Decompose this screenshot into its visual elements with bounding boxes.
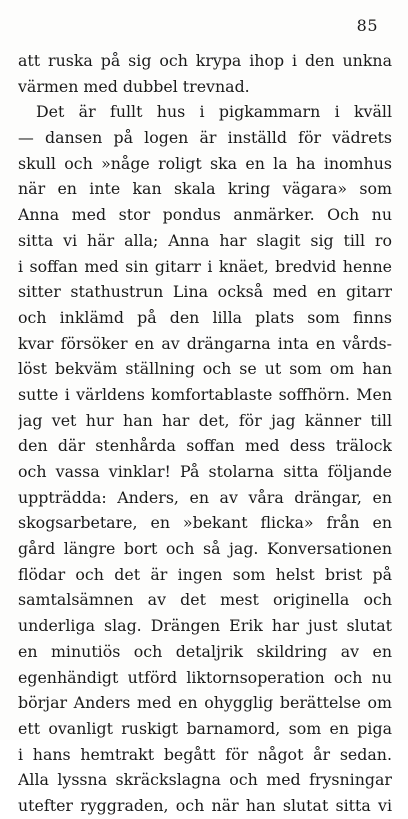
text-line: när en inte kan skala kring vägara» som	[18, 179, 392, 199]
text-line: en minutiös och detaljrik skildring av en	[18, 641, 392, 661]
text-line: ett ovanligt ruskigt barnamord, som en piga	[18, 718, 392, 738]
text-line: värmen med dubbel trevnad.	[18, 76, 250, 96]
text-line: sitter stathustrun Lina också med en gitarr	[18, 282, 392, 302]
text-line: — dansen på logen är inställd för vädrets	[18, 128, 392, 148]
text-line: den där stenhårda soffan med dess trälock	[18, 436, 392, 456]
text-line: Det är fullt hus i pigkammarn i kväll	[36, 102, 392, 122]
text-line: i hans hemtrakt begått för något år sedan.	[18, 744, 392, 764]
text-line: utefter ryggraden, och när han slutat sitta vi	[18, 795, 392, 815]
text-line: gård längre bort och så jag. Konversationen	[18, 539, 392, 559]
text-line: skull och »någe roligt ska en la ha inomhus	[18, 153, 392, 173]
text-line: och inklämd på den lilla plats som finns	[18, 307, 392, 327]
text-line: egenhändigt utförd liktornsoperation och nu	[18, 667, 392, 687]
text-line: samtalsämnen av det mest originella och	[18, 590, 392, 610]
text-line: Anna med stor pondus anmärker. Och nu	[18, 205, 392, 225]
text-line: börjar Anders med en ohygglig berättelse om	[18, 693, 392, 713]
text-line: kvar försöker en av drängarna inta en vårds-	[18, 333, 392, 353]
text-line: Alla lyssna skräckslagna och med frysningar	[18, 770, 392, 790]
text-line: att ruska på sig och krypa ihop i den unkna	[18, 51, 392, 70]
text-line: sitta vi här alla; Anna har slagit sig till ro	[18, 230, 392, 250]
body-text	[18, 48, 392, 819]
text-line: underliga slag. Drängen Erik har just slutat	[18, 616, 392, 636]
text-line: sutte i världens komfortablaste soffhörn. Men	[18, 384, 392, 404]
page-number: 85	[356, 16, 378, 35]
text-line: jag vet hur han har det, för jag känner till	[18, 410, 392, 430]
text-line: flödar och det är ingen som helst brist på	[18, 564, 392, 584]
text-line: och vassa vinklar! På stolarna sitta följande	[18, 462, 392, 481]
text-line: skogsarbetare, en »bekant flicka» från en	[18, 513, 392, 533]
text-line: löst bekväm ställning och se ut som om han	[18, 359, 392, 379]
text-line: i soffan med sin gitarr i knäet, bredvid henne	[18, 256, 392, 276]
text-line: uppträdda: Anders, en av våra drängar, en	[18, 487, 392, 507]
